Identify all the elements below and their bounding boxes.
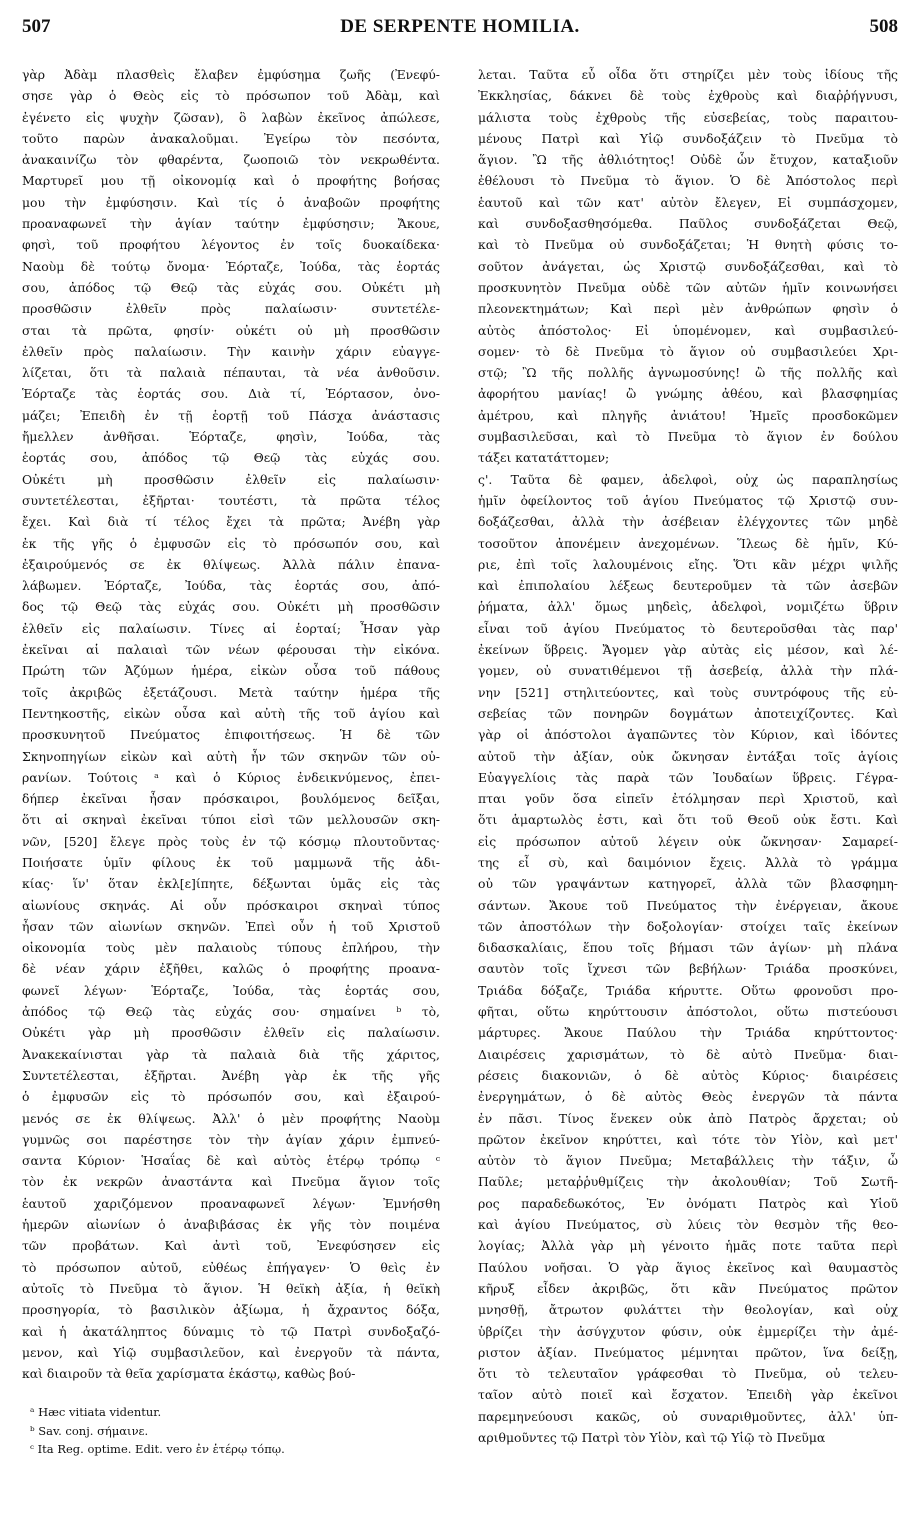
left-column-line: οἰκονομία τοὺς μὲν παλαιοὺς τύπους ἐπλήρου, τὴν <box>22 940 440 956</box>
right-column-line: σομεν· τὸ δὲ Πνεῦμα τὸ ἅγιον οὐ συμβασιλεύει Χρι- <box>478 343 898 359</box>
left-column-line: ἐγένετο εἰς ψυχὴν ζῶσαν), ὃ λαβὼν ἐκεῖνος ἀπώλεσε, <box>22 109 440 125</box>
right-column-line: τοσοῦτον ἀπονέμειν ἀνεχομένων. Ἵλεως δὲ ἡμῖν, Κύ- <box>478 535 898 551</box>
left-column-line: Οὐκέτι μὴ προσθῶσιν ἐλθεῖν εἰς παλαίωσιν· <box>22 471 440 487</box>
right-column-line: τῶν ἀποστόλων τὴν δοξολογίαν· στοίχει ταῖς ἐκείνων <box>478 918 898 934</box>
left-column-line: Σκηνοπηγίων εἰκὼν καὶ αὐτὴ ἦν τῶν σκηνῶν τῶν οὐ- <box>22 748 440 764</box>
left-column-line: Συντετέλεσται, ἐξῆρται. Ἀνέβη γὰρ ἐκ τῆς γῆς <box>22 1067 440 1083</box>
right-column-line: μάρτυρες. Ἄκουε Παύλου τὴν Τριάδα κηρύττοντος· <box>478 1025 898 1041</box>
left-column-line: σησε γὰρ ὁ Θεὸς εἰς τὸ πρόσωπον τοῦ Ἀδὰμ, καὶ <box>22 88 440 104</box>
right-column-line: ριε, ἐπὶ τοῖς λαλουμένοις εἴης. Ὅτι κἂν μέχρι ψιλῆς <box>478 556 898 572</box>
left-column-line: ἐλθεῖν εἰς παλαίωσιν. Τίνες αἱ ἑορταί; Ἦσαν γὰρ <box>22 620 440 636</box>
right-column-line: αὐτὸς ἀπόστολος· Εἰ ὑπομένομεν, καὶ συμβασιλεύ- <box>478 322 898 338</box>
left-column-line: συντετέλεσται, ἐξῆρται· τουτέστι, τὰ πρῶτα τέλος <box>22 492 440 508</box>
right-column-line: καὶ τὸ Πνεῦμα οὐ συνδοξάζεται; Ἡ θνητὴ φύσις το- <box>478 237 898 253</box>
right-column-line: διδασκαλίαις, ἕπου τοῖς βήμασι τῶν ἁγίων· μὴ πλάνα <box>478 940 898 956</box>
right-column-line: ἐθέλουσι τὸ Πνεῦμα τὸ ἅγιον. Ὁ δὲ Ἀπόστολος περὶ <box>478 173 898 189</box>
left-column-line: προσκυνητοῦ Πνεύματος ἐπιφοιτήσεως. Ἡ δὲ τῶν <box>22 727 440 743</box>
left-column-line: φωνεῖ λέγων· Ἑόρταζε, Ἰούδα, τὰς ἑορτάς σου, <box>22 982 440 998</box>
right-column-line: αριθμοῦντες τῷ Πατρὶ τὸν Υἱὸν, καὶ τῷ Υἱῷ τὸ Πνεῦμα <box>478 1430 826 1445</box>
footnote: ᵇ Sav. conj. σήμαινε. <box>30 1423 149 1438</box>
left-column-line: καὶ διαιροῦν τὰ θεῖα χαρίσματα ἑκάστῳ, καθὼς βού- <box>22 1366 356 1382</box>
right-column-line: ἑαυτοῦ καὶ τῶν κατ' αὐτὸν ἔλεγεν, Εἰ συμπάσχομεν, <box>478 194 898 210</box>
right-column-line: ριστον ἀξίαν. Πνεύματος μέμνηται πρῶτον, ἵνα δείξῃ, <box>478 1344 898 1360</box>
right-column-line: ἐνεργημάτων, ὁ δὲ αὐτὸς Θεὸς ἐνεργῶν τὰ πάντα <box>478 1089 898 1105</box>
running-title: DE SERPENTE HOMILIA. <box>340 16 580 37</box>
right-column-line: ἀμέτρου, καὶ πληγῆς ἀνιάτου! Ἡμεῖς προσδοκῶμεν <box>478 407 898 423</box>
left-column-line: Μαρτυρεῖ μου τῇ οἰκονομίᾳ καὶ ὁ προφήτης βοήσας <box>22 173 440 189</box>
right-column-line: σάντων. Ἄκουε τοῦ Πνεύματος τὴν ἐνέργειαν, ἄκουε <box>478 897 898 913</box>
right-column-line: Παῦλε; μεταῤῥυθμίζεις τὴν ἀκολουθίαν; Τοῦ Σωτῆ- <box>478 1174 898 1190</box>
left-column-line: σου, ἀπόδος τῷ Θεῷ τὰς εὐχάς σου. Οὐκέτι μὴ <box>22 279 440 295</box>
left-column-line: ἀπόδος τῷ Θεῷ τὰς εὐχάς σου· σημαίνει ᵇ τὸ, <box>22 1004 440 1020</box>
left-column-line: νῶν, [520] ἔλεγε πρὸς τοὺς ἐν τῷ κόσμῳ πλουτοῦντας· <box>22 833 440 849</box>
left-column-line: ἡμερῶν αἰωνίων ὁ ἀναβιβάσας ἐκ γῆς τὸν ποιμένα <box>22 1217 440 1233</box>
right-column-line: πρῶτον ἐκεῖνον κηρύττει, καὶ τότε τὸν Υἱὸν, καὶ μετ' <box>478 1131 898 1147</box>
footnote: ᶜ Ita Reg. optime. Edit. vero ἐν ἑτέρῳ τόπῳ. <box>30 1442 285 1456</box>
right-column-line: ρέσεις διακονιῶν, ὁ δὲ αὐτὸς Κύριος· διαιρέσεις <box>478 1067 898 1083</box>
right-column-line: σοῦτον ἀνάγεται, ὡς Χριστῷ συνδοξάζεσθαι, καὶ τὸ <box>478 258 898 274</box>
left-column-line: Οὐκέτι γὰρ μὴ προσθῶσιν ἐλθεῖν εἰς παλαίωσιν. <box>22 1025 440 1041</box>
right-page-number: 508 <box>869 16 898 37</box>
right-column-line: πται γοῦν ὅσα εἰπεῖν ἐτόλμησαν περὶ Χριστοῦ, καὶ <box>478 791 898 807</box>
right-column-line: γομεν, οὐ συνατιθέμενοι τῇ ἀσεβείᾳ, ἀλλὰ τὴν πλά- <box>478 663 898 679</box>
right-column-line: εἶναι τοῦ ἁγίου Πνεύματος τὸ δευτεροῦσθαι τὰς παρ' <box>478 620 898 636</box>
left-column-line: Ἀνακεκαίνισται γὰρ τὰ παλαιὰ διὰ τῆς χάριτος, <box>22 1046 440 1062</box>
right-column-line: προσκυνητὸν Πνεῦμα οὐδὲ τῶν αὐτῶν ἡμῖν κοινωνήσει <box>478 279 898 295</box>
right-column-line: της εἶ σὺ, καὶ δαιμόνιον ἔχεις. Ἀλλὰ τὸ γράμμα <box>478 854 898 870</box>
left-column-line: Ποιήσατε ὑμῖν φίλους ἐκ τοῦ μαμμωνᾶ τῆς ἀδι- <box>22 854 440 870</box>
left-column-line: ρανίων. Τούτοις ᵃ καὶ ὁ Κύριος ἐνδεικνύμενος, ἐπει- <box>22 769 440 785</box>
right-column-line: αὐτὸν τὸ ἅγιον Πνεῦμα; Μεταβάλλεις τὴν τάξιν, ὦ <box>478 1153 898 1169</box>
left-column-line: ἤμελλεν ἀνθῆσαι. Ἑόρταζε, φησὶν, Ἰούδα, τὰς <box>22 429 440 445</box>
right-column-line: ἡμῖν ὀφείλοντος τοῦ ἁγίου Πνεύματος τῷ Χριστῷ συν- <box>478 492 898 508</box>
right-column-line: εἰς πρόσωπον αὐτοῦ λέγειν οὐκ ὤκνησαν· Σαμαρεί- <box>478 833 898 849</box>
left-column-line: μενον, καὶ Υἱῷ συμβασιλεῦον, καὶ ἐνεργοῦν τὰ πάντα, <box>22 1344 440 1360</box>
left-column-line: κίας· ἵν' ὅταν ἐκλ[ε]ίπητε, δέξωνται ὑμᾶς εἰς τὰς <box>22 876 440 892</box>
right-column-line: Εὐαγγελίοις τὰς παρὰ τῶν Ἰουδαίων ὕβρεις. Γέγρα- <box>478 769 898 785</box>
right-column-line: οὐ τῶν γραψάντων κατηγορεῖ, ἀλλὰ τῶν βλασφημη- <box>478 876 898 892</box>
right-column-line: σαυτὸν τοῖς ἴχνεσι τῶν βεβήλων· Τριάδα προσκύνει, <box>478 961 898 977</box>
right-column-line: λογίας; Ἀλλὰ γὰρ μὴ γένοιτο ἡμᾶς ποτε ταῦτα περὶ <box>478 1238 898 1254</box>
left-column-line: μου τὴν ἐμφύσησιν. Καὶ τίς ὁ ἀναβοῶν προφήτης <box>22 194 440 210</box>
right-column-line: μένους Πατρὶ καὶ Υἱῷ συνδοξάζειν τὸ Πνεῦμα τὸ <box>478 130 898 146</box>
right-column-line: ἀφορήτου μανίας! ὢ γνώμης ἀθέου, καὶ βλασφημίας <box>478 386 898 402</box>
right-column-line: μνησθῇ, ἄτρωτον φυλάττει τὴν θεολογίαν, καὶ οὐχ <box>478 1302 898 1318</box>
left-column-line: ἐκ τῆς γῆς ὁ ἐμφυσῶν εἰς τὸ πρόσωπόν σου, καὶ <box>22 535 440 551</box>
left-column-line: ἐξαιρούμενός σε ἐκ θλίψεως. Ἀλλὰ πάλιν ἐπανα- <box>22 556 440 572</box>
right-column-line: ἅγιον. Ὢ τῆς ἀθλιότητος! Οὐδὲ ὧν ἔτυχον, καταξιοῦν <box>478 152 898 168</box>
right-column-line: ταῖον αὐτὸ ποιεῖ καὶ ἔσχατον. Ἐπειδὴ γὰρ ἐκεῖνοι <box>478 1387 898 1403</box>
left-column-line: γὰρ Ἀδὰμ πλασθεὶς ἔλαβεν ἐμφύσημα ζωῆς (Ἐνεφύ- <box>22 67 440 82</box>
left-column-line: ὅτι αἱ σκηναὶ ἐκεῖναι τύποι εἰσὶ τῶν μελλουσῶν σκη- <box>22 812 440 828</box>
right-column-line: ὑβρίζει τὴν ἀσύγχυτον φύσιν, οὐκ ἐμμερίζει τὴν ἀμέ- <box>478 1323 898 1339</box>
right-text-column <box>478 64 898 1448</box>
left-column-line: γυμνῶς σοι παρέστησε τὸν τὴν ἁγίαν χάριν ἐμπνεύ- <box>22 1131 440 1147</box>
right-column-line: συμβασιλεῦσαι, καὶ τὸ Πνεῦμα τὸ ἅγιον ἐν δούλου <box>478 429 898 445</box>
left-column-line: καὶ ἡ ἀκατάληπτος δύναμις τὸ τῷ Πατρὶ συνδοξαζό- <box>22 1323 440 1339</box>
left-column-line: δος τῷ Θεῷ τὰς εὐχάς σου. Οὐκέτι μὴ προσθῶσιν <box>22 599 440 615</box>
left-column-line: Ἑόρταζε τὰς ἑορτάς σου. Διὰ τί, Ἑόρτασον, ὀνο- <box>22 386 440 402</box>
left-page-number: 507 <box>22 16 51 37</box>
right-column-line: φῆται, οὕτω κηρύττουσιν ἀπόστολοι, οὕτω πιστεύουσι <box>478 1004 898 1020</box>
right-column-line: ὅτι τὸ τελευταῖον γράφεσθαι τὸ Πνεῦμα, οὐ τελευ- <box>478 1366 898 1382</box>
left-column-line: ἦσαν τῶν αἰωνίων σκηνῶν. Ἐπεὶ οὖν ἡ τοῦ Χριστοῦ <box>22 918 440 934</box>
left-column-line: ἐκεῖναι αἱ παλαιαὶ τῶν νέων φέρουσαι τὴν εἰκόνα. <box>22 642 440 658</box>
left-column-line: τῶν προβάτων. Καὶ ἀντὶ τοῦ, Ἐνεφύσησεν εἰς <box>22 1238 440 1254</box>
right-column-line: ὅτι ἁμαρτωλὸς ἐστι, καὶ ὅτι τοῦ Θεοῦ οὐκ ἔστι. Καὶ <box>478 812 898 828</box>
left-column-line: προαναφωνεῖ τὴν ἁγίαν ταύτην ἐμφύσησιν; Ἄκουε, <box>22 216 440 232</box>
right-column-line: δοξάζεσθαι, ἀλλὰ τὴν ἀσέβειαν ἐλέγχοντες τῶν μηδὲ <box>478 514 898 530</box>
left-column-line: αἰωνίους σκηνάς. Αἱ οὖν πρόσκαιροι σκηναὶ τύπος <box>22 897 440 913</box>
left-column-line: Πεντηκοστῆς, εἰκὼν οὖσα καὶ αὐτὴ τῆς τοῦ ἁγίου καὶ <box>22 705 440 721</box>
left-column-line: δὲ νέαν χάριν ἐξῆθει, καλῶς ὁ προφήτης προανα- <box>22 961 440 977</box>
right-column-line: ς'. Ταῦτα δὲ φαμεν, ἀδελφοὶ, οὐχ ὡς παραπλησίως <box>478 471 898 487</box>
right-column-line: παρεμηνεύουσι κακῶς, οὐ συναριθμοῦντες, ἀλλ' ὑπ- <box>478 1408 898 1424</box>
right-column-line: ῥήματα, ἀλλ' ὅμως μηδεὶς, ἀδελφοὶ, νομιζέτω ὕβριν <box>478 599 898 615</box>
right-column-line: αὐτοῦ τὴν ἀξίαν, οὐκ ὤκνησαν ἐντάξαι τοῖς ἁγίοις <box>478 748 898 764</box>
right-column-line: γὰρ οἱ ἀπόστολοι ἀγαπῶντες τὸν Κύριον, καὶ ἰδόντες <box>478 727 898 743</box>
right-column-line: κῆρυξ εἶδεν ἀκριβῶς, ὅτι κἂν Πνεύματος πρῶτον <box>478 1280 898 1296</box>
left-column-line: μενός σε ἐκ θλίψεως. Ἀλλ' ὁ μὲν προφήτης Ναοὺμ <box>22 1110 440 1126</box>
right-column-line: Παύλου νοῆσαι. Ὁ γὰρ ἅγιος ἐκεῖνος καὶ θαυμαστὸς <box>478 1259 898 1275</box>
left-column-line: σαντα Κύριον· Ἡσαΐας δὲ καὶ αὐτὸς ἑτέρῳ τρόπῳ ᶜ <box>22 1153 440 1169</box>
left-column-line: δήπερ ἐκεῖναι ἦσαν πρόσκαιροι, βουλόμενος δεῖξαι, <box>22 791 440 807</box>
right-column-line: πλεονεκτημάτων; Καὶ περὶ μὲν ἀνθρώπων φησὶν ὁ <box>478 301 898 317</box>
right-column-line: νην [521] στηλιτεύοντες, καὶ τοὺς συντρόφους τῆς εὐ- <box>478 684 898 700</box>
left-column-line: τὸ πρόσωπον αὐτοῦ, εὐθέως ἐπήγαγεν· Ὁ θεὶς ἐν <box>22 1259 440 1275</box>
right-column-line: καὶ συνδοξασθησόμεθα. Παῦλος συνδοξάζεται Θεῷ, <box>478 216 898 232</box>
footnotes <box>30 1403 420 1459</box>
right-column-line: Τριάδα δόξαζε, Τριάδα κήρυττε. Οὕτω φρονοῦσι προ- <box>478 982 898 998</box>
left-column-line: ὁ ἐμφυσῶν εἰς τὸ πρόσωπόν σου, καὶ ἐξαιρού- <box>22 1089 440 1105</box>
right-column-line: ρος παραδεδωκότος, Ἐν ὀνόματι Πατρὸς καὶ Υἱοῦ <box>478 1195 898 1211</box>
left-column-line: μάζει; Ἐπειδὴ ἐν τῇ ἑορτῇ τοῦ Πάσχα ἀνάστασις <box>22 407 440 423</box>
left-column-line: λάβωμεν. Ἑόρταζε, Ἰούδα, τὰς ἑορτάς σου, ἀπό- <box>22 578 440 594</box>
left-text-column <box>22 64 440 1384</box>
right-column-line: μάλιστα τοὺς ἐχθροὺς τῆς εὐσεβείας, τοὺς παραιτου- <box>478 109 898 125</box>
left-column-line: τοῖς ἀκριβῶς ἐξετάζουσι. Μετὰ ταύτην ἡμέρα τῆς <box>22 684 440 700</box>
left-column-line: ἑαυτοῦ χαριζόμενον προαναφωνεῖ λέγων· Ἐμνήσθη <box>22 1195 440 1211</box>
right-column-line: καὶ ἁγίου Πνεύματος, σὺ λύεις τὸν θεσμὸν τῆς θεο- <box>478 1217 898 1233</box>
right-column-line: καὶ ἐπιπολαίου λέξεως δευτεροῦμεν τὰ τῶν ἀσεβῶν <box>478 578 898 594</box>
left-column-line: λίζεται, ὅτι τὰ παλαιὰ πέπαυται, τὰ νέα ἀνθοῦσιν. <box>22 365 440 381</box>
right-column-line: σεβείας τῶν πονηρῶν δογμάτων ἀποτειχίζοντες. Καὶ <box>478 705 898 721</box>
left-column-line: αὐτοῖς τὸ Πνεῦμα τὸ ἅγιον. Ἡ θεϊκὴ ἀξία, ἡ θεϊκὴ <box>22 1280 440 1296</box>
left-column-line: ἀνακαινίζω τὸν φθαρέντα, ζωοποιῶ τὸν νεκρωθέντα. <box>22 152 440 168</box>
right-column-line: τάξει κατατάττομεν; <box>478 450 610 466</box>
right-column-line: στῷ; Ὢ τῆς πολλῆς ἀγνωμοσύνης! ὢ τῆς πολλῆς καὶ <box>478 365 898 381</box>
left-column-line: Ναοὺμ δὲ τούτῳ ὄνομα· Ἑόρταζε, Ἰούδα, τὰς ἑορτάς <box>22 258 440 274</box>
left-column-line: ἑορτάς σου, ἀπόδος τῷ Θεῷ τὰς εὐχάς σου. <box>22 450 440 466</box>
left-column-line: σται τὰ πρῶτα, φησίν· οὐκέτι οὐ μὴ προσθῶσιν <box>22 322 440 338</box>
right-column-line: ἐκείνων ὕβρεις. Ἄγομεν γὰρ αὐτὰς εἰς μέσον, καὶ λέ- <box>478 642 898 658</box>
right-column-line: ἐν πᾶσι. Τίνος ἕνεκεν οὐκ ἀπὸ Πατρὸς ἄρχεται; οὐ <box>478 1110 898 1126</box>
left-column-line: τοῦτο παρὼν ἀνακαλοῦμαι. Ἐγείρω τὸν πεσόντα, <box>22 130 440 146</box>
right-column-line: λεται. Ταῦτα εὖ οἶδα ὅτι στηρίζει μὲν τοὺς ἰδίους τῆς <box>478 67 898 82</box>
left-column-line: τὸν ἐκ νεκρῶν ἀναστάντα καὶ Πνεῦμα ἅγιον τοῖς <box>22 1174 440 1190</box>
left-column-line: προσθῶσιν ἐλθεῖν πρὸς παλαίωσιν· συντετέλε- <box>22 301 440 317</box>
right-column-line: Ἐκκλησίας, δάκνει δὲ τοὺς ἐχθροὺς καὶ διαῤῥήγνυσι, <box>478 88 898 104</box>
left-column-line: ἐλθεῖν πρὸς παλαίωσιν. Τὴν καινὴν χάριν εὐαγγε- <box>22 343 440 359</box>
left-column-line: φησὶ, τοῦ προφήτου λέγοντος ἐν τοῖς δυοκαίδεκα· <box>22 237 440 253</box>
footnote: ᵃ Hæc vitiata videntur. <box>30 1405 162 1419</box>
page-header <box>22 16 898 46</box>
left-column-line: προσηγορία, τὸ βασιλικὸν ἀξίωμα, ἡ ἄχραντος δόξα, <box>22 1302 440 1318</box>
left-column-line: Πρώτη τῶν Ἀζύμων ἡμέρα, εἰκὼν οὖσα τοῦ πάθους <box>22 663 440 679</box>
left-column-line: ἔχει. Καὶ διὰ τί τέλος ἔχει τὰ πρῶτα; Ἀνέβη γὰρ <box>22 514 440 530</box>
right-column-line: Διαιρέσεις χαρισμάτων, τὸ δὲ αὐτὸ Πνεῦμα· διαι- <box>478 1046 898 1062</box>
